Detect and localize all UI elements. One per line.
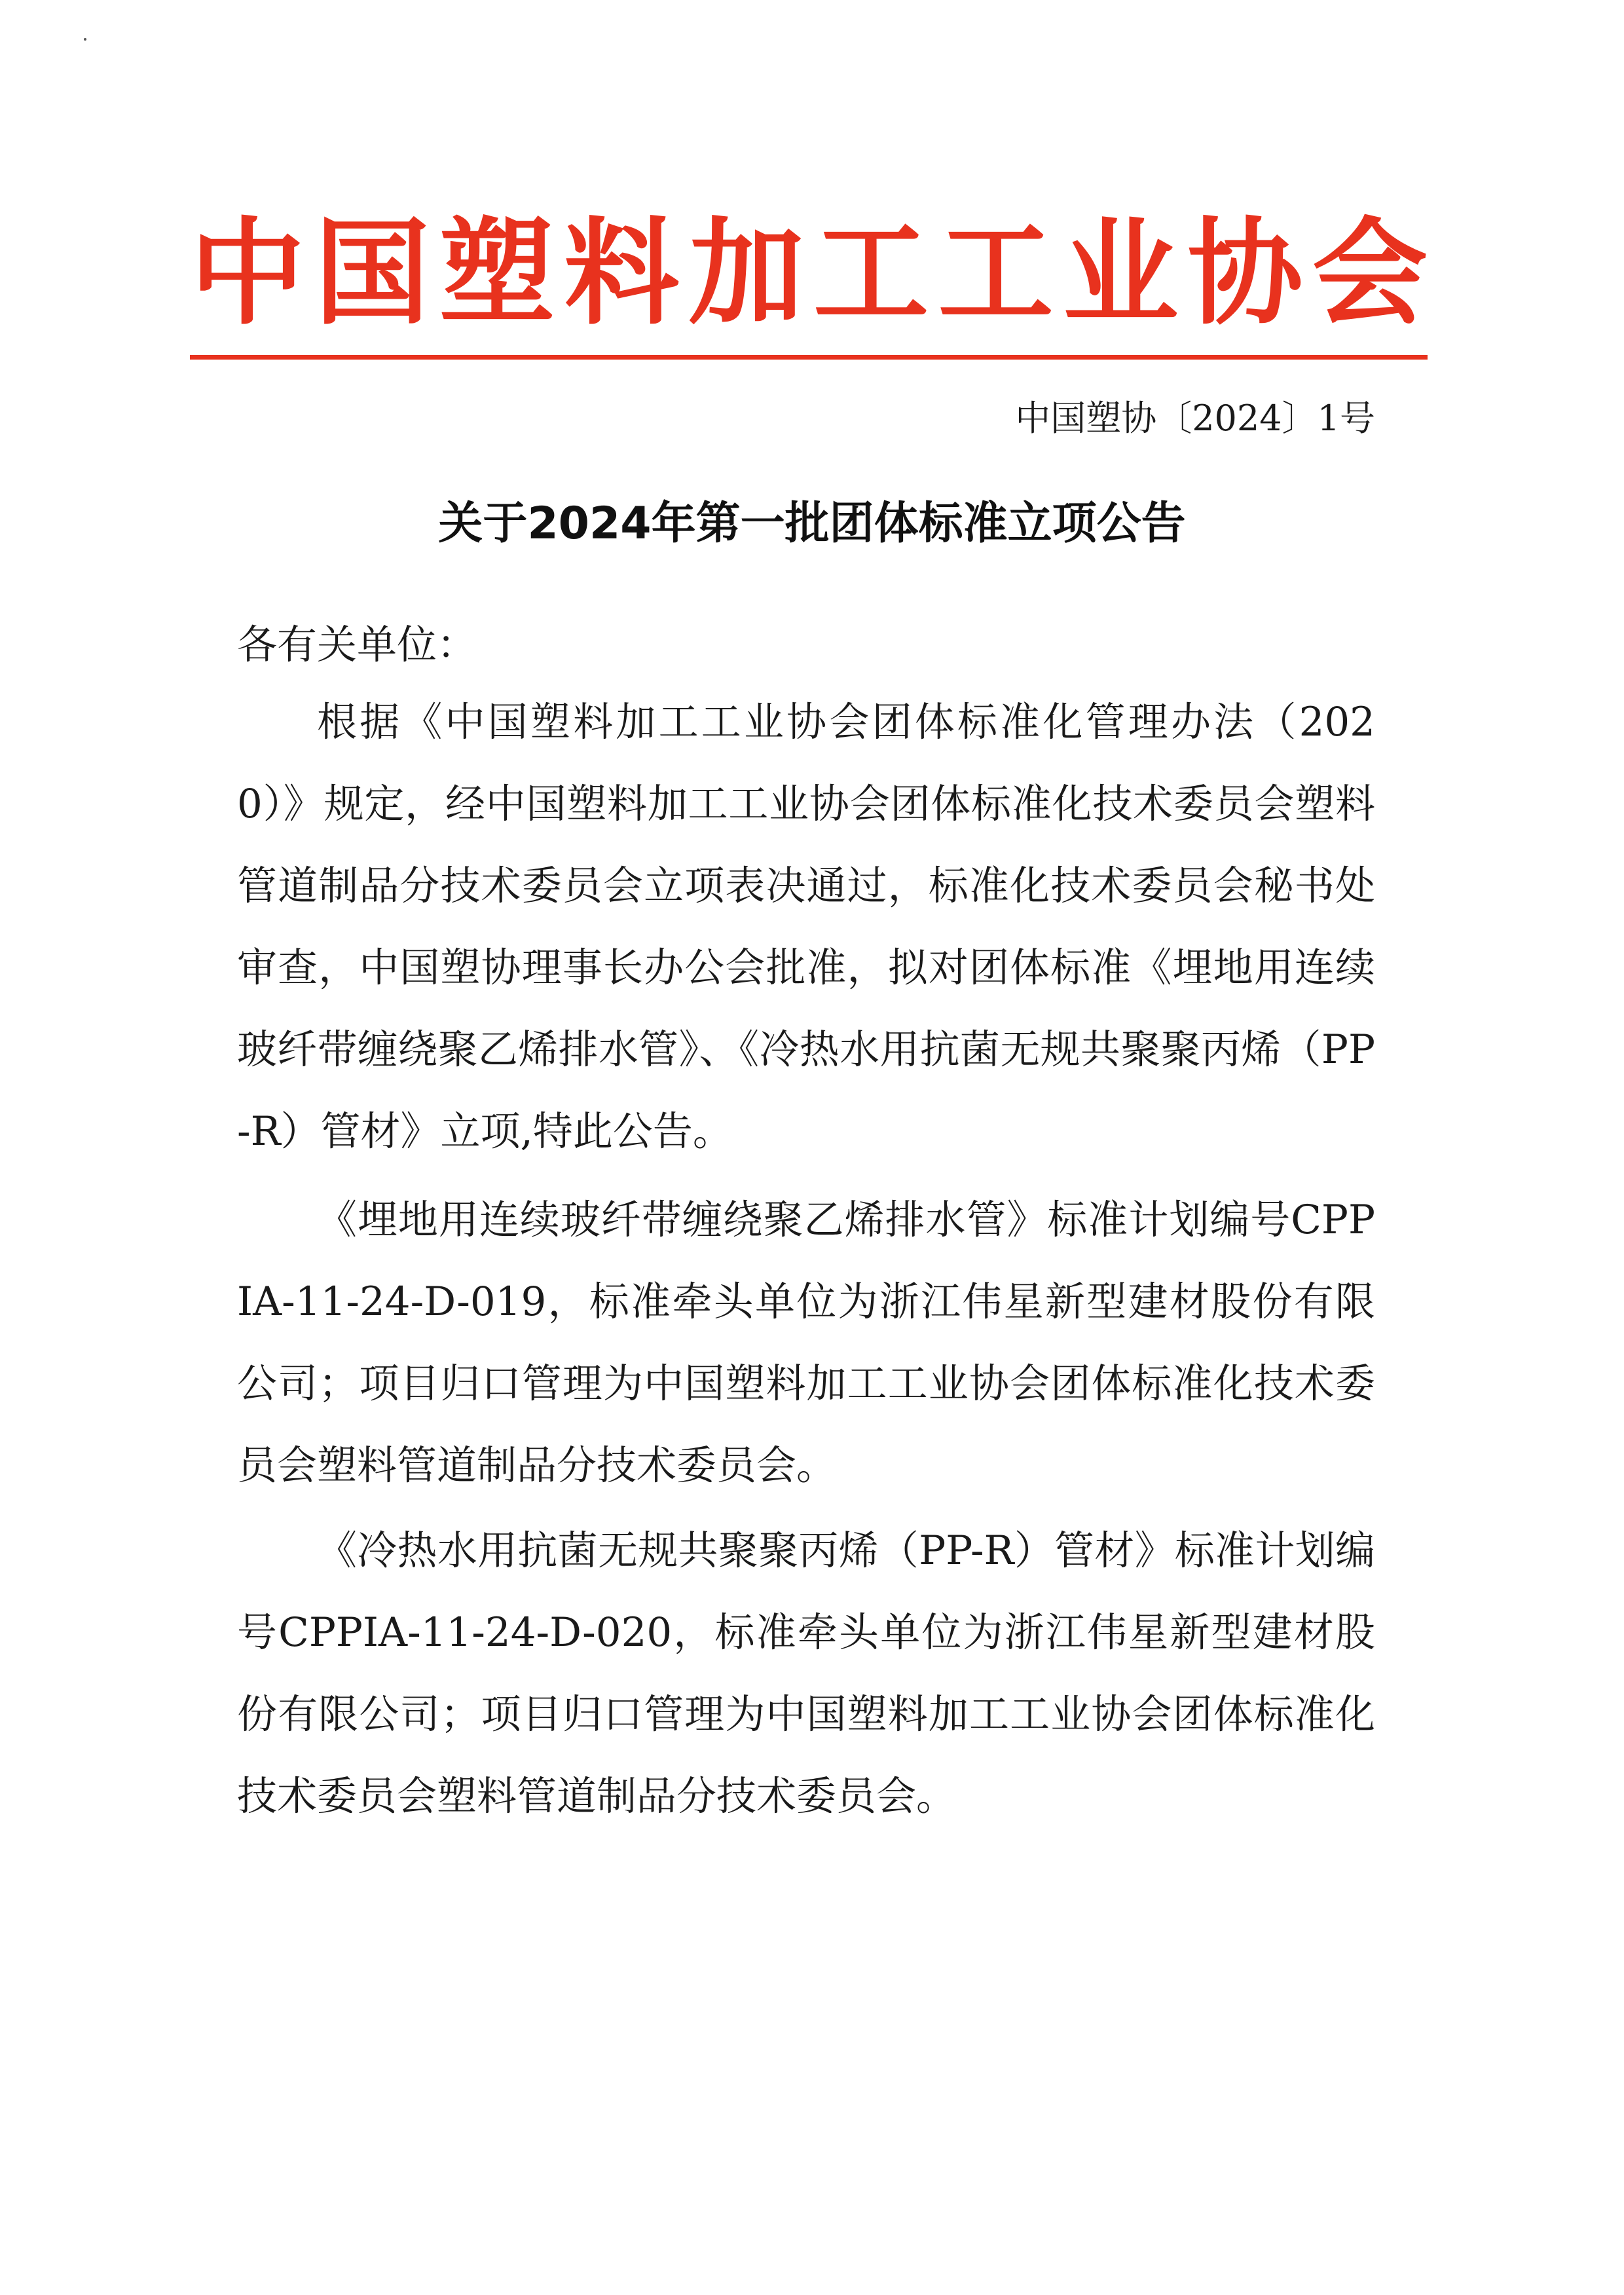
body-paragraph: 《埋地用连续玻纤带缠绕聚乙烯排水管》标准计划编号CPPIA-11-24-D-019，标准牵头单位为浙江伟星新型建材股份有限公司；项目归口管理为中国塑料加工工业协会团体标准化技术委员会塑料管道制品分技术委员会。 xyxy=(237,1197,1375,1489)
letterhead-char: 业 xyxy=(1063,205,1179,341)
letterhead-char: 会 xyxy=(1312,205,1428,341)
letterhead-char: 塑 xyxy=(439,205,555,341)
letterhead-char: 中 xyxy=(190,205,306,341)
document-title: 关于2024年第一批团体标准立项公告 xyxy=(438,498,1186,550)
letterhead-char: 料 xyxy=(564,205,680,341)
letterhead-char: 工 xyxy=(938,205,1054,341)
letterhead-char: 加 xyxy=(688,205,804,341)
letterhead-divider xyxy=(190,355,1428,360)
body-paragraph: 《冷热水用抗菌无规共聚聚丙烯（PP-R）管材》标准计划编号CPPIA-11-24-D-020，标准牵头单位为浙江伟星新型建材股份有限公司；项目归口管理为中国塑料加工工业协会团体标准化技术委员会塑料管道制品分技术委员会。 xyxy=(237,1527,1375,1819)
document-number: 中国塑协〔2024〕1号 xyxy=(1015,398,1375,439)
body-paragraph: 根据《中国塑料加工工业协会团体标准化管理办法（2020）》规定，经中国塑料加工工业协会团体标准化技术委员会塑料管道制品分技术委员会立项表决通过，标准化技术委员会秘书处审查，中国塑协理事长办公会批准，拟对团体标准《埋地用连续玻纤带缠绕聚乙烯排水管》、《冷热水用抗菌无规共聚聚丙烯（PP-R）管材》立项,特此公告。 xyxy=(237,699,1375,1155)
letterhead-char: 协 xyxy=(1187,205,1303,341)
letterhead-char: 国 xyxy=(314,205,430,341)
scan-artifact-dot xyxy=(84,38,86,41)
salutation: 各有关单位： xyxy=(237,622,477,668)
letterhead-org-name xyxy=(190,205,1428,341)
letterhead-char: 工 xyxy=(813,205,929,341)
